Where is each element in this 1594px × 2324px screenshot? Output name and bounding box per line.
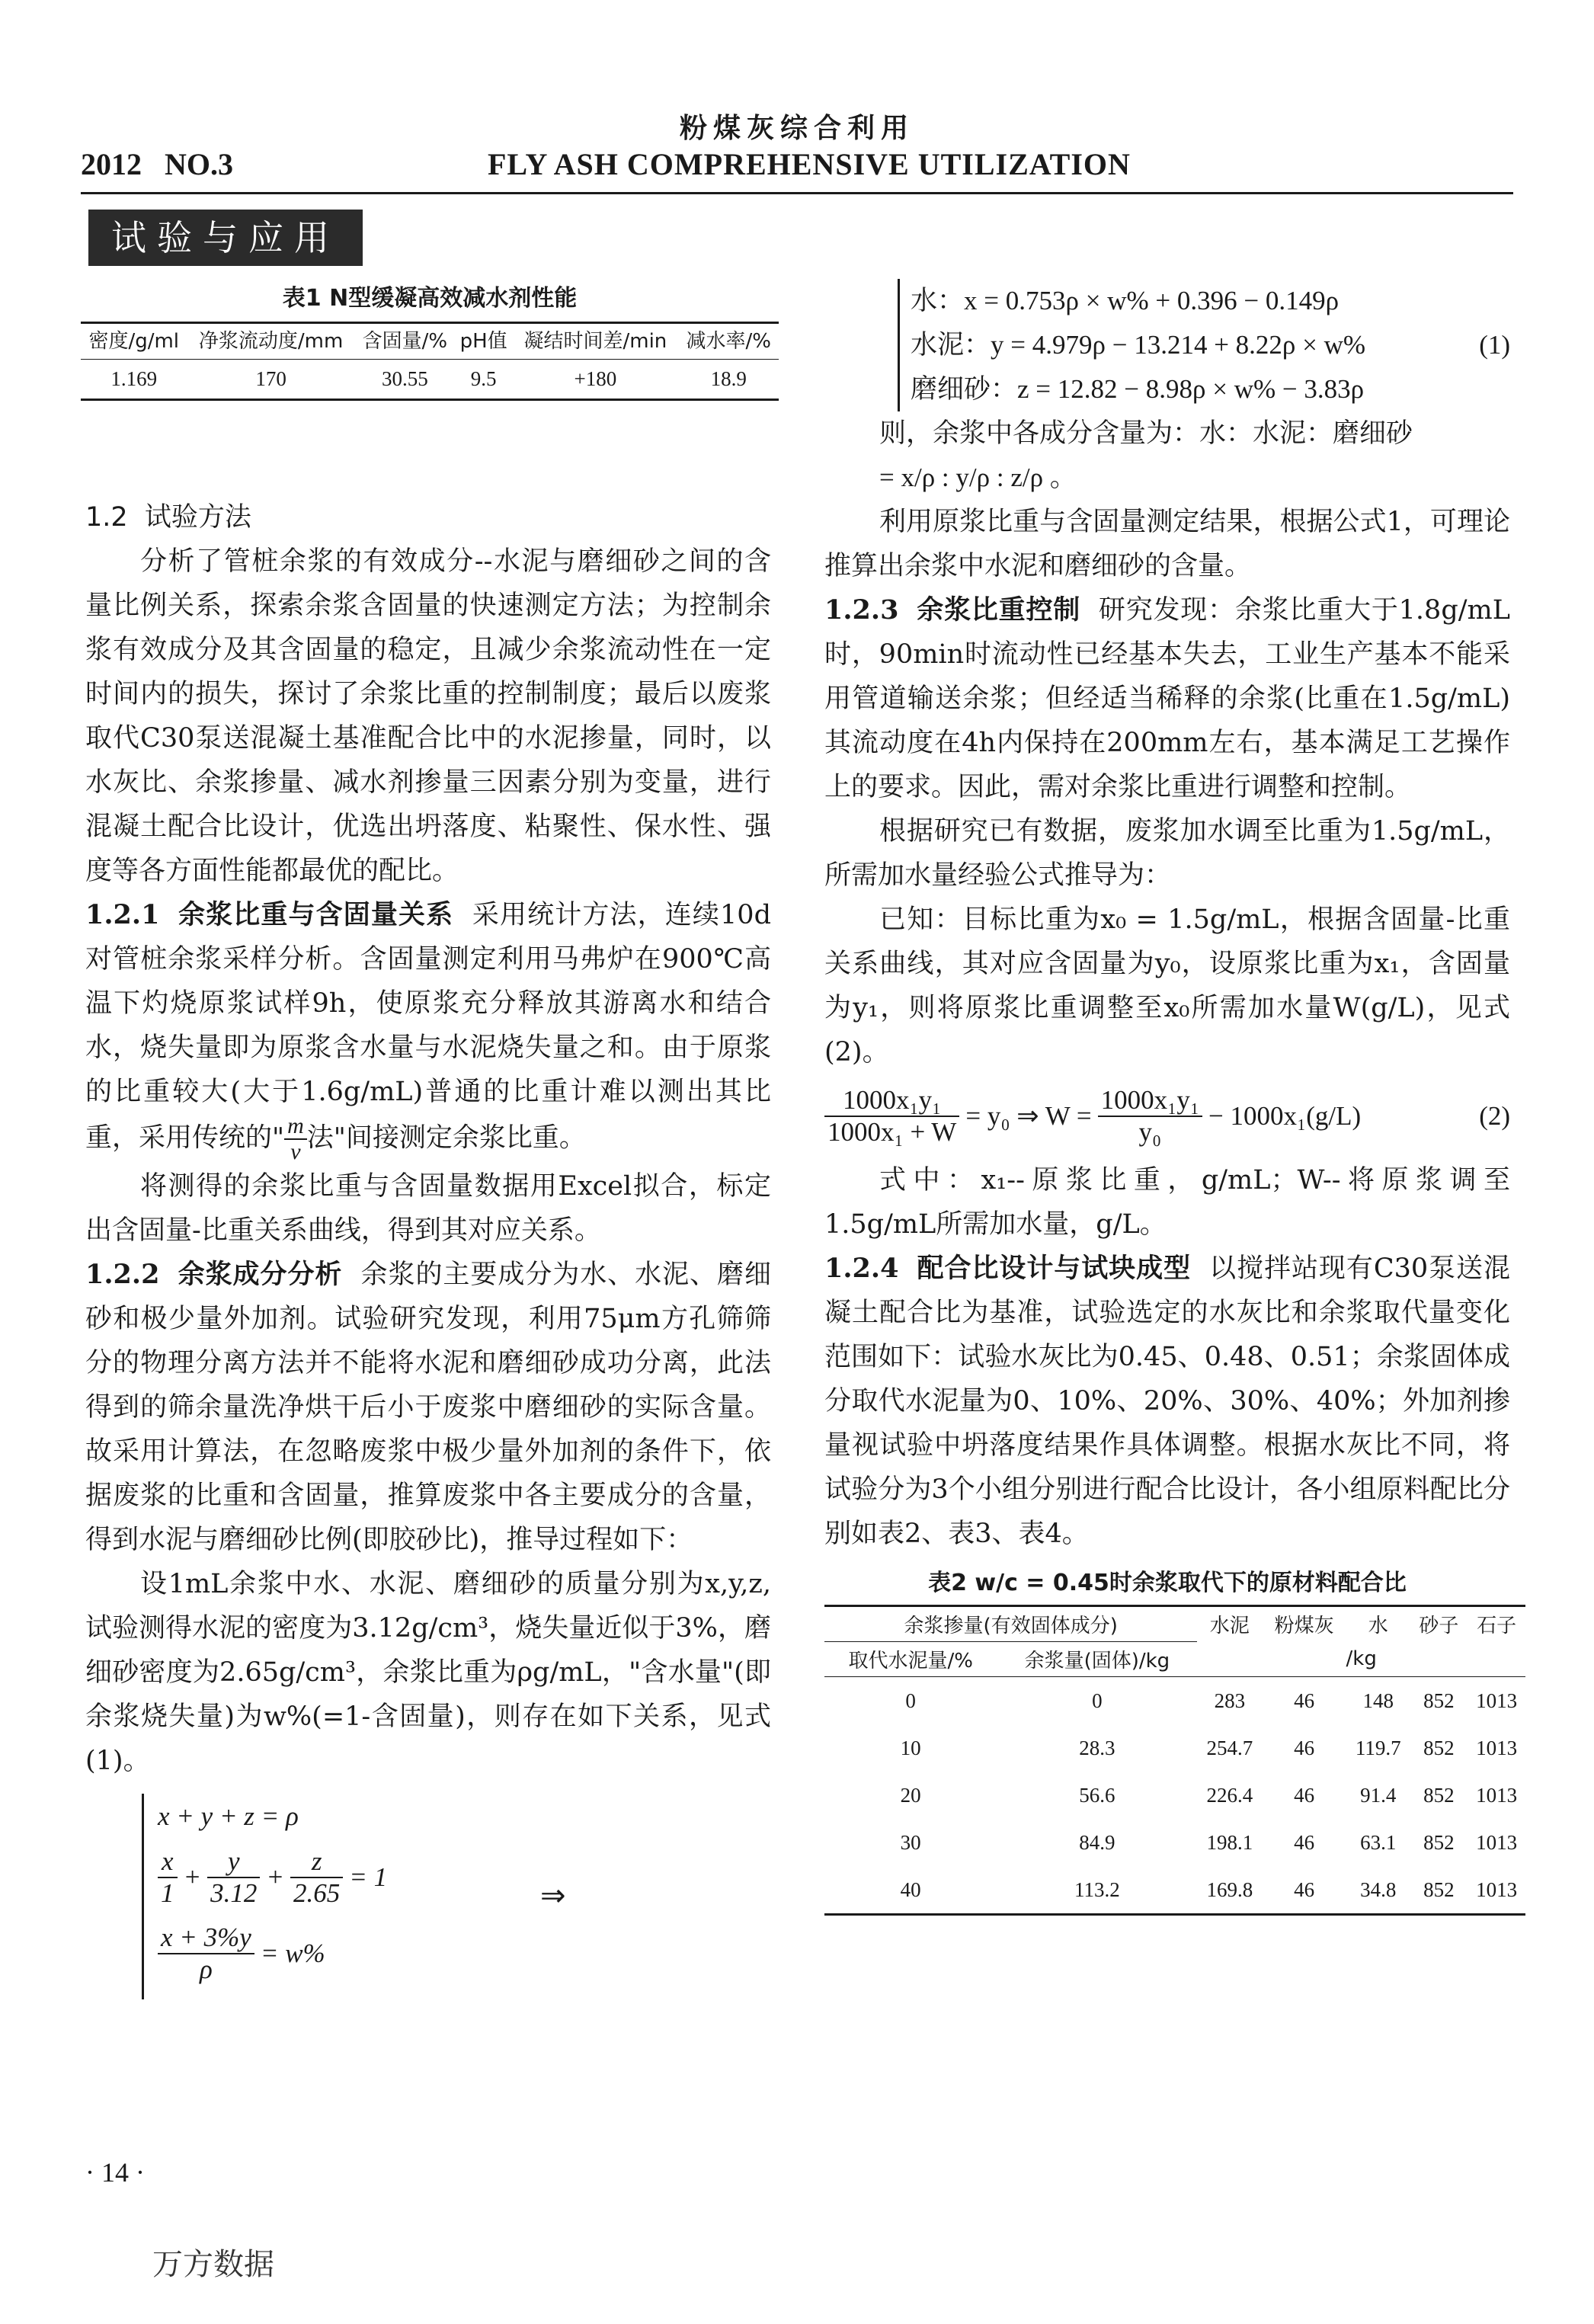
- table2-cell: 226.4: [1206, 1783, 1253, 1807]
- equation-system-1: [142, 1794, 771, 1999]
- table2-cell: 1013: [1476, 1736, 1518, 1759]
- equation-2: $\frac{\text{1000x₁y₁}}{\text{1000x₁ + W}}$ = y₀ ⇒ W = $\frac{\text{1000x₁y₁}}{\text{y₀}}$ − 1000x₁(g/L) (2): [824, 1074, 1510, 1158]
- table2-cell: 148: [1362, 1689, 1394, 1712]
- table1-header: pH值: [459, 330, 507, 353]
- table2-cell: 283: [1214, 1689, 1246, 1712]
- equation-line: 磨细砂：z = 12.82 − 8.98ρ × w% − 3.83ρ: [911, 374, 1365, 404]
- table2-cell: 852: [1423, 1877, 1455, 1901]
- paragraph: 研究发现：余浆比重大于1.8g/mL时，90min时流动性已经基本失去，工业生产基本不能采用管道输送余浆；但经适当稀释的余浆(比重在1.5g/mL)其流动度在4h内保持在200mm左右，基本满足工艺操作上的要求。因此，需对余浆比重进行调整和控制。: [824, 595, 1510, 802]
- paragraph: 已知：目标比重为x₀ = 1.5g/mL，根据含固量-比重关系曲线，其对应含固量为y₀，设原浆比重为x₁，含固量为y₁，则将原浆比重调整至x₀所需加水量W(g/L)，见式(2)。: [824, 904, 1510, 1068]
- paragraph: 设1mL余浆中水、水泥、磨细砂的质量分别为x,y,z,试验测得水泥的密度为3.12g/cm³，烧失量近似于3%，磨细砂密度为2.65g/cm³，余浆比重为ρg/mL，"含水量"(即余浆烧失量)为w%(=1-含固量)，则存在如下关系，见式(1)。: [85, 1569, 771, 1776]
- table2-cell: 113.2: [1074, 1877, 1120, 1901]
- equation-line: x + y + z = ρ: [158, 1801, 299, 1831]
- watermark-text: 万方数据: [152, 2247, 274, 2282]
- table2-cell: 30: [900, 1830, 921, 1854]
- table1-cell: +180: [574, 367, 617, 390]
- equation-number: (1): [1479, 330, 1510, 360]
- table1-header: 密度/g/ml: [88, 330, 180, 353]
- table1-header: 含固量/%: [362, 330, 448, 353]
- table2-cell: 46: [1294, 1689, 1315, 1712]
- table2-unit: /kg: [1346, 1647, 1377, 1671]
- table2-caption: 表2 w/c = 0.45时余浆取代下的原材料配合比: [928, 1570, 1407, 1596]
- table2-cell: 0: [1092, 1689, 1103, 1712]
- right-column: [824, 279, 1518, 1916]
- table2-cell: 852: [1423, 1689, 1455, 1712]
- table2-header: 水泥: [1209, 1615, 1250, 1638]
- table2-cell: 91.4: [1360, 1783, 1397, 1807]
- table1-cell: 1.169: [110, 367, 158, 390]
- table2-cell: 1013: [1476, 1689, 1518, 1712]
- table2-cell: 1013: [1476, 1783, 1518, 1807]
- table2-cell: 40: [900, 1877, 921, 1901]
- table2-cell: 852: [1423, 1736, 1455, 1759]
- table2-subheader: 余浆量(固体)/kg: [1024, 1650, 1170, 1673]
- heading-1-2-2-title: 余浆成分分析: [178, 1259, 343, 1290]
- table2-cell: 63.1: [1360, 1830, 1397, 1854]
- heading-1-2-3-title: 余浆比重控制: [917, 594, 1081, 626]
- table2-cell: 20: [900, 1783, 921, 1807]
- table2-header: 粉煤灰: [1274, 1615, 1334, 1638]
- table2-cell: 1013: [1476, 1877, 1518, 1901]
- table2-cell: 46: [1294, 1783, 1315, 1807]
- table1-header: 净浆流动度/mm: [198, 330, 344, 353]
- table2-cell: 119.7: [1355, 1736, 1401, 1759]
- m-over-v-fraction: $\frac{m}{v}$: [284, 1114, 307, 1164]
- implies-arrow: ⇒: [540, 1878, 566, 1913]
- heading-1-2-4-number: 1.2.4: [824, 1253, 899, 1284]
- equation-line: 水：x = 0.753ρ × w% + 0.396 − 0.149ρ: [911, 286, 1340, 315]
- table2-body: [824, 1677, 1525, 1915]
- table1-header: 凝结时间差/min: [523, 330, 667, 353]
- table2-cell: 198.1: [1206, 1830, 1253, 1854]
- paragraph: 利用原浆比重与含固量测定结果，根据公式1，可理论推算出余浆中水泥和磨细砂的含量。: [824, 507, 1510, 581]
- table-row: [824, 1866, 1525, 1915]
- paragraph: 根据研究已有数据，废浆加水调至比重为1.5g/mL，所需加水量经验公式推导为：: [824, 816, 1510, 891]
- paragraph: 余浆的主要成分为水、水泥、磨细砂和极少量外加剂。试验研究发现，利用75μm方孔筛筛分的物理分离方法并不能将水泥和磨细砂成功分离，此法得到的筛余量洗净烘干后小于废浆中磨细砂的实际含量。故采用计算法，在忽略废浆中极少量外加剂的条件下，依据废浆的比重和含固量，推算废浆中各主要成分的含量，得到水泥与磨细砂比例(即胶砂比)，推导过程如下：: [85, 1260, 771, 1555]
- table1-header: 减水率/%: [686, 330, 771, 353]
- heading-1-2-4-title: 配合比设计与试块成型: [917, 1253, 1192, 1284]
- table2-cell: 169.8: [1206, 1877, 1253, 1901]
- equation-system-2: [898, 279, 1510, 411]
- journal-title-en: FLY ASH COMPREHENSIVE UTILIZATION: [488, 147, 1131, 181]
- table-row: [824, 1677, 1525, 1725]
- heading-1-2-1-title: 余浆比重与含固量关系: [178, 899, 454, 930]
- table-row: [824, 1772, 1525, 1819]
- paragraph: 以搅拌站现有C30泵送混凝土配合比为基准，试验选定的水灰比和余浆取代量变化范围如下：试验水灰比为0.45、0.48、0.51；余浆固体成分取代水泥量为0、10%、20%、30%、40%；外加剂掺量视试验中坍落度结果作具体调整。根据水灰比不同，将试验分为3个小组分别进行配合比设计，各小组原料配比分别如表2、表3、表4。: [824, 1253, 1510, 1549]
- table2-cell: 852: [1423, 1783, 1455, 1807]
- table2-group-header: 余浆掺量(有效固体成分): [824, 1606, 1197, 1642]
- table2-cell: 0: [905, 1689, 916, 1712]
- table-row: [81, 360, 779, 400]
- table2-cell: 34.8: [1360, 1877, 1397, 1901]
- paragraph: 采用统计方法，连续10d对管桩余浆采样分析。含固量测定利用马弗炉在900℃高温下灼烧原浆试样9h，使原浆充分释放其游离水和结合水，烧失量即为原浆含水量与水泥烧失量之和。由于原浆的比重较大(大于1.6g/mL)普通的比重计难以测出其比重，采用传统的": [85, 900, 771, 1154]
- table2-cell: 10: [900, 1736, 921, 1759]
- table1-cell: 18.9: [710, 367, 747, 390]
- table2-header: 水: [1368, 1615, 1388, 1638]
- table-row: [824, 1724, 1525, 1772]
- journal-title-cn: 粉煤灰综合利用: [679, 113, 914, 144]
- paragraph: 式中：x₁--原浆比重，g/mL；W--将原浆调至1.5g/mL所需加水量，g/L。: [824, 1165, 1510, 1240]
- table1-cell: 170: [255, 367, 286, 390]
- paragraph: 法"间接测定余浆比重。: [306, 1122, 586, 1154]
- paragraph: 分析了管桩余浆的有效成分--水泥与磨细砂之间的含量比例关系，探索余浆含固量的快速测定方法；为控制余浆有效成分及其含固量的稳定，且减少余浆流动性在一定时间内的损失，探讨了余浆比重的控制制度；最后以废浆取代C30泵送混凝土基准配合比中的水泥掺量，同时，以水灰比、余浆掺量、减水剂掺量三因素分别为变量，进行混凝土配合比设计，优选出坍落度、粘聚性、保水性、强度等各方面性能都最优的配比。: [85, 546, 771, 886]
- table-row: [824, 1819, 1525, 1866]
- equation-line: $\frac{x}{1}$ + $\frac{y}{3.12}$ + $\frac{z}{2.65}$ = 1: [158, 1839, 771, 1916]
- table2: [824, 1605, 1525, 1916]
- table1: [81, 322, 779, 401]
- table1-caption: 表1 N型缓凝高效减水剂性能: [282, 285, 578, 312]
- heading-1-2-1-number: 1.2.1: [85, 899, 160, 930]
- left-column: [85, 495, 771, 1999]
- table2-subheader: 取代水泥量/%: [848, 1650, 973, 1673]
- table2-cell: 56.6: [1079, 1783, 1115, 1807]
- paragraph: 则，余浆中各成分含量为：水：水泥：磨细砂: [879, 418, 1413, 449]
- section-label: 试验与应用: [88, 210, 363, 266]
- table2-cell: 84.9: [1079, 1830, 1115, 1854]
- table2-cell: 46: [1294, 1830, 1315, 1854]
- paragraph: 将测得的余浆比重与含固量数据用Excel拟合，标定出含固量-比重关系曲线，得到其对应关系。: [85, 1171, 771, 1246]
- heading-1-2: 1.2 试验方法: [85, 502, 251, 533]
- table2-cell: 28.3: [1079, 1736, 1115, 1759]
- table2-cell: 254.7: [1206, 1736, 1253, 1759]
- table2-cell: 1013: [1476, 1830, 1518, 1854]
- heading-1-2-3-number: 1.2.3: [824, 594, 899, 626]
- table1-block: [81, 279, 779, 401]
- header-rule: [81, 192, 1513, 194]
- equation-line: 水泥：y = 4.979ρ − 13.214 + 8.22ρ × w%: [911, 330, 1366, 360]
- table2-header: 砂子: [1419, 1615, 1459, 1638]
- table2-header: 石子: [1477, 1615, 1517, 1638]
- table1-cell: 30.55: [381, 367, 428, 390]
- equation-line: $\frac{x + 3\%y}{\rho}$ = w%: [158, 1916, 771, 1992]
- table2-cell: 46: [1294, 1736, 1315, 1759]
- heading-1-2-2-number: 1.2.2: [85, 1259, 160, 1290]
- page-number: · 14 ·: [85, 2157, 145, 2188]
- table1-cell: 9.5: [470, 367, 497, 390]
- equation-number: (2): [1479, 1101, 1510, 1131]
- table2-cell: 46: [1294, 1877, 1315, 1901]
- table2-cell: 852: [1423, 1830, 1455, 1854]
- ratio-expression: = x/ρ : y/ρ : z/ρ 。: [879, 463, 1077, 492]
- issue-number: 2012 NO.3: [81, 147, 233, 181]
